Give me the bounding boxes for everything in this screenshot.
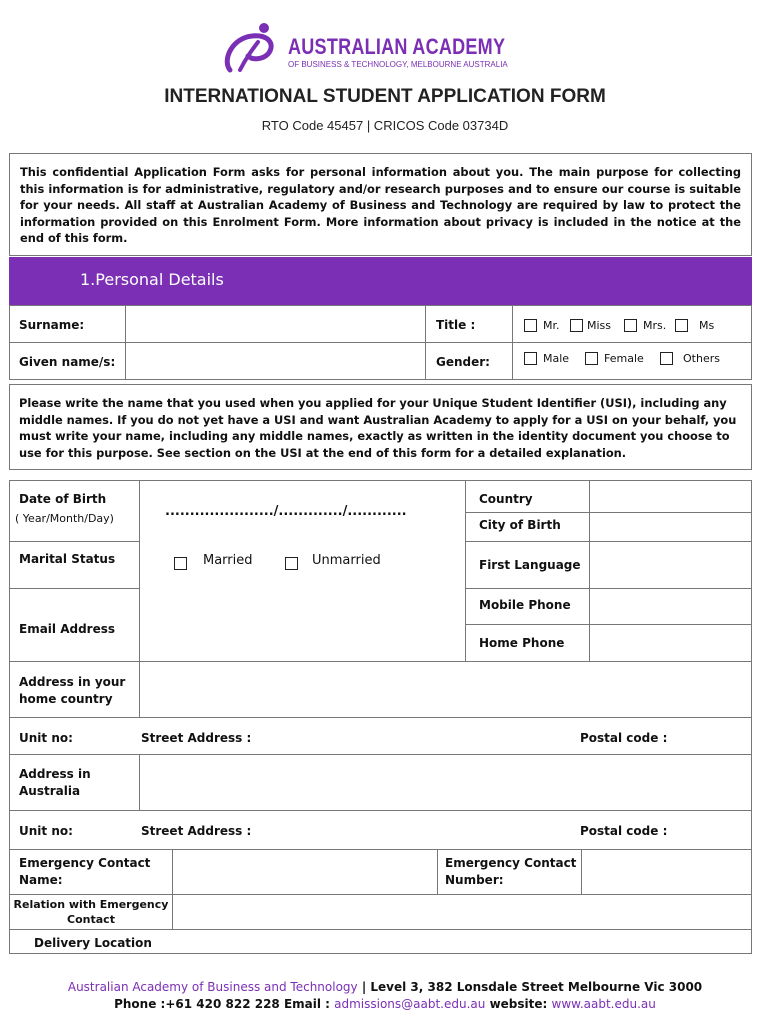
emergency-number-label: Emergency Contact Number:: [445, 856, 577, 887]
divider: [172, 849, 173, 929]
home-address-input[interactable]: [141, 662, 751, 716]
divider: [9, 810, 752, 811]
mobile-phone-label: Mobile Phone: [479, 598, 571, 612]
title-mr-checkbox[interactable]: [524, 319, 537, 332]
divider: [139, 480, 140, 661]
title-label: Title :: [436, 318, 476, 332]
first-language-label: First Language: [479, 558, 581, 572]
footer-address: [0, 980, 770, 994]
first-language-input[interactable]: [590, 542, 751, 587]
divider: [9, 541, 140, 542]
gender-others-label: Others: [683, 352, 720, 365]
unmarried-label: Unmarried: [312, 553, 381, 568]
usi-notice: Please write the name that you used when you applied for your Unique Student Identifier (USI), including any middle names. If you do not yet have a USI and want Australian Academy to apply for a USI on your behalf, you must write your name, including any middle names, exactly as written in the identity document you choose to use for this purpose. See section on the USI at the end of this form for a detailed explanation.: [9, 384, 752, 470]
email-input[interactable]: [141, 589, 464, 660]
title-ms-label: Ms: [699, 319, 715, 332]
divider: [9, 588, 140, 589]
divider: [9, 342, 752, 343]
form-title: INTERNATIONAL STUDENT APPLICATION FORM: [164, 86, 606, 107]
emergency-number-input[interactable]: [583, 850, 751, 893]
home-unit-label: Unit no:: [19, 731, 73, 745]
dob-format-label: ( Year/Month/Day): [15, 512, 114, 525]
gender-male-checkbox[interactable]: [524, 352, 537, 365]
footer-email-link[interactable]: admissions@aabt.edu.au: [334, 997, 486, 1011]
section-title: 1.Personal Details: [80, 270, 224, 289]
country-input[interactable]: [590, 481, 751, 511]
divider: [9, 717, 752, 718]
footer-org: Australian Academy of Business and Technology: [67, 980, 358, 994]
divider: [437, 849, 438, 894]
relation-input[interactable]: [174, 895, 751, 928]
given-names-label: Given name/s:: [19, 355, 116, 369]
dob-label: Date of Birth: [19, 492, 107, 506]
home-address-label: Address in your home country: [19, 675, 126, 706]
divider: [425, 305, 426, 380]
gender-others-checkbox[interactable]: [660, 352, 673, 365]
title-miss-label: Miss: [587, 319, 612, 332]
title-miss-checkbox[interactable]: [570, 319, 583, 332]
au-address-input[interactable]: [141, 755, 751, 809]
email-label: Email Address: [19, 622, 116, 636]
au-unit-label: Unit no:: [19, 824, 73, 838]
surname-label: Surname:: [19, 318, 85, 332]
title-ms-checkbox[interactable]: [675, 319, 688, 332]
delivery-location-input[interactable]: [174, 930, 751, 953]
home-phone-input[interactable]: [590, 625, 751, 660]
footer-address-text: | Level 3, 382 Lonsdale Street Melbourne Vic 3000: [357, 980, 703, 994]
emergency-name-label: Emergency Contact Name:: [19, 856, 151, 887]
footer-website-link[interactable]: www.aabt.edu.au: [551, 997, 656, 1011]
title-mr-label: Mr.: [543, 319, 560, 332]
home-postal-label: Postal code :: [580, 731, 668, 745]
delivery-location-label: Delivery Location: [34, 936, 152, 950]
divider: [139, 754, 140, 810]
title-mrs-checkbox[interactable]: [624, 319, 637, 332]
gender-female-checkbox[interactable]: [585, 352, 598, 365]
footer-website-label: website:: [485, 997, 552, 1011]
married-checkbox[interactable]: [174, 557, 187, 570]
married-label: Married: [203, 553, 253, 568]
city-of-birth-label: City of Birth: [479, 518, 561, 532]
divider: [465, 480, 466, 661]
gender-label: Gender:: [436, 355, 490, 369]
au-street-label: Street Address :: [141, 824, 252, 838]
surname-input[interactable]: [127, 307, 423, 341]
logo-title: AUSTRALIAN ACADEMY: [288, 34, 506, 59]
gender-male-label: Male: [543, 352, 570, 365]
unmarried-checkbox[interactable]: [285, 557, 298, 570]
logo-subtitle: OF BUSINESS & TECHNOLOGY, MELBOURNE AUSTRALIA: [288, 60, 508, 69]
gender-female-label: Female: [604, 352, 644, 365]
form-subtitle: RTO Code 45457 | CRICOS Code 03734D: [261, 118, 509, 133]
given-names-input[interactable]: [127, 344, 423, 378]
country-label: Country: [479, 492, 533, 506]
au-postal-label: Postal code :: [580, 824, 668, 838]
logo-swoosh-icon: [218, 20, 288, 74]
divider: [125, 305, 126, 380]
footer-contact: [0, 997, 770, 1011]
footer-phone: Phone :+61 420 822 228 Email :: [114, 997, 335, 1011]
emergency-name-input[interactable]: [174, 850, 436, 893]
divider: [581, 849, 582, 894]
home-street-label: Street Address :: [141, 731, 252, 745]
divider: [139, 661, 140, 717]
mobile-phone-input[interactable]: [590, 589, 751, 623]
title-mrs-label: Mrs.: [643, 319, 667, 332]
marital-status-label: Marital Status: [19, 552, 116, 566]
relation-label: Relation with Emergency Contact: [13, 898, 169, 926]
city-of-birth-input[interactable]: [590, 513, 751, 540]
dob-input[interactable]: ....................../............./............: [165, 504, 407, 519]
home-phone-label: Home Phone: [479, 636, 565, 650]
divider: [512, 305, 513, 380]
privacy-notice: This confidential Application Form asks for personal information about you. The main purpose for collecting this information is for administrative, regulatory and/or research purposes and to ensure our course is suitable for your needs. All staff at Australian Academy of Business and Technology are required by law to protect the information provided on this Enrolment Form. More information about privacy is included in the notice at the end of this form.: [9, 153, 752, 256]
au-address-label: Address in Australia: [19, 767, 91, 798]
